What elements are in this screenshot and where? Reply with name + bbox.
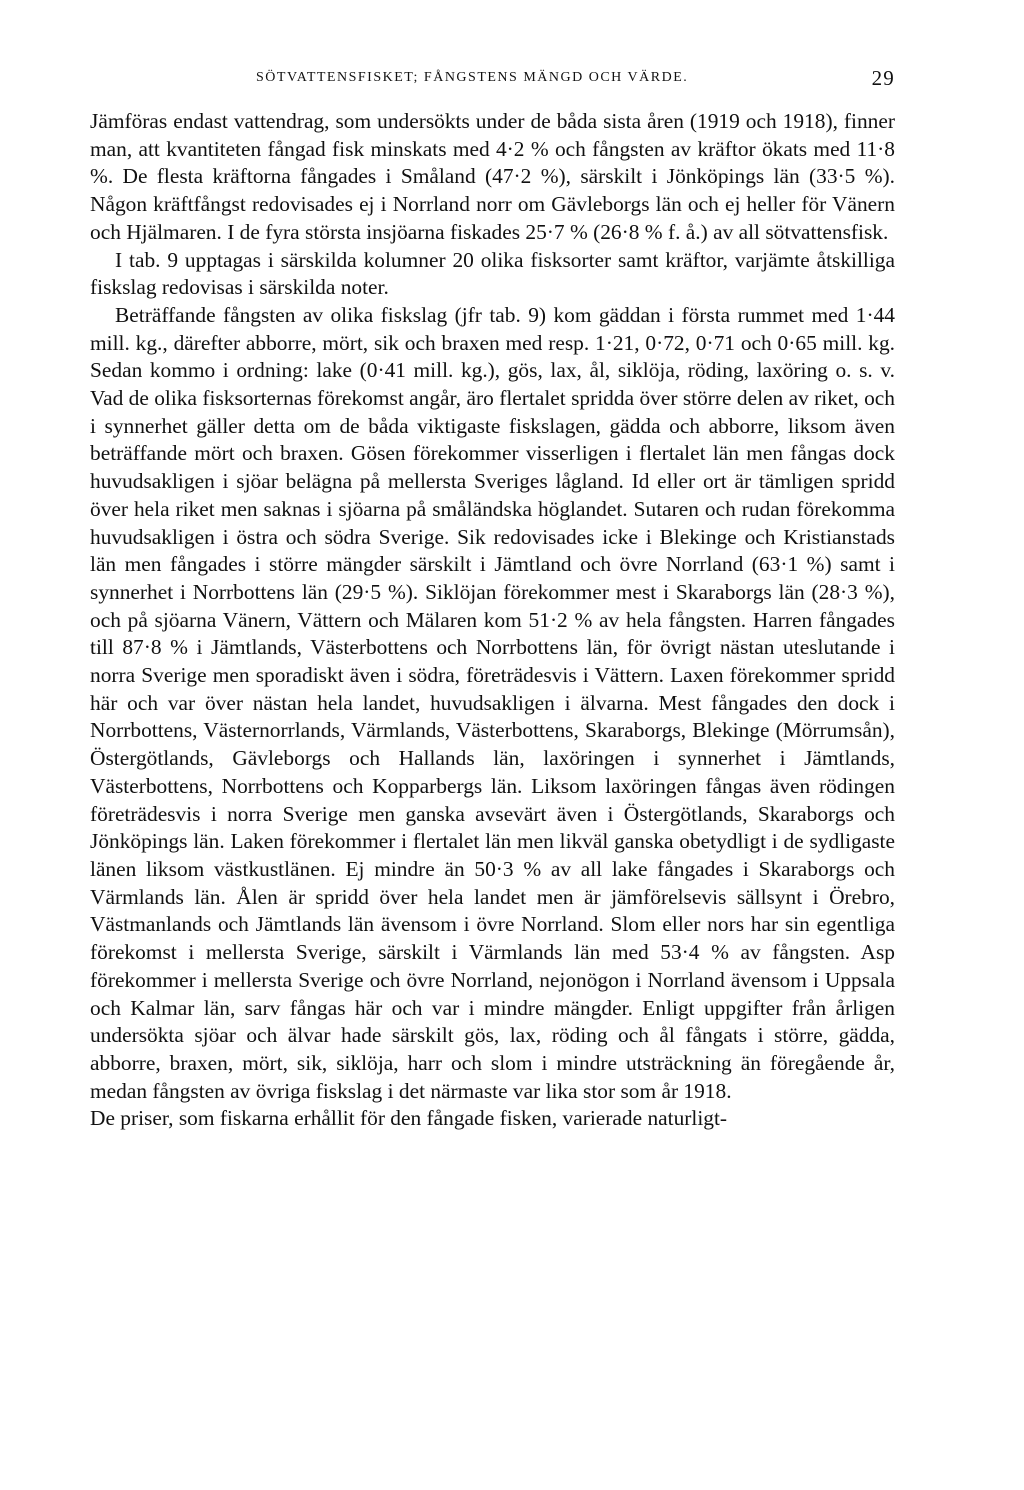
paragraph-fish-species: Beträffande fångsten av olika fiskslag (jfr tab. 9) kom gäddan i första rummet med 1·44 mill. kg., därefter abborre, mört, sik och braxen med resp. 1·21, 0·72, 0·71 och 0·65 mill. kg. Sedan kommo i ordning: lake (0·41 mill. kg.), gös, lax, ål, siklöja, röding, laxöring o. s. v. Vad de olika fisksorternas förekomst angår, äro flertalet spridda över större delen av riket, och i synnerhet gäller detta om de båda viktigaste fiskslagen, gädda och abborre, liksom även beträffande mört och braxen. Gösen förekommer visserligen i flertalet län men fångas dock huvudsakligen i sjöar belägna på mellersta Sveriges lågland. Id eller ort är tämligen spridd över hela riket men saknas i sjöarna på småländska höglandet. Sutaren och rudan förekomma huvudsakligen i östra och södra Sverige. Sik redovisades icke i Blekinge och Kristianstads län men fångades i större mängder särskilt i Jämtland och övre Norrland (63·1 %) samt i synnerhet i Norrbottens län (29·5 %). Siklöjan förekommer mest i Skaraborgs län (28·3 %), och på sjöarna Vänern, Vättern och Mälaren kom 51·2 % av hela fångsten. Harren fångades till 87·8 % i Jämtlands, Västerbottens och Norrbottens län, för övrigt nästan uteslutande i norra Sverige men sporadiskt även i södra, företrädesvis i Vättern. Laxen förekommer spridd här och var över nästan hela landet, huvudsakligen i älvarna. Mest fångades den dock i Norrbottens, Västernorrlands, Värmlands, Västerbottens, Skaraborgs, Blekinge (Mörrumsån), Östergötlands, Gävleborgs och Hallands län, laxöringen i synnerhet i Jämtlands, Västerbottens, Norrbottens och Kopparbergs län. Liksom laxöringen fångas även rödingen företrädesvis i norra Sverige men ganska avsevärt även i Östergötlands, Skaraborgs och Jönköpings län. Laken förekommer i flertalet län men likväl ganska obetydligt i de sydligaste länen liksom västkustlänen. Ej mindre än 50·3 % av all lake fångades i Skaraborgs och Värmlands län. Ålen är spridd över hela landet men är jämförelsevis sällsynt i Örebro, Västmanlands och Jämtlands län ävensom i övre Norrland. Slom eller nors har sin egentliga förekomst i mellersta Sverige, särskilt i Värmlands län med 53·4 % av fångsten. Asp förekommer i mellersta Sverige och övre Norrland, nejonögon i Norrland ävensom i Uppsala och Kalmar län, sarv fångas här och var i mindre mängder. Enligt uppgifter från årligen undersökta sjöar och älvar hade särskilt gös, lax, röding och ål fångats i större, gädda, abborre, braxen, mört, sik, siklöja, harr och slom i mindre utsträckning än föregående år, medan fångsten av övriga fiskslag i det närmaste var lika stor som år 1918. [90, 302, 895, 1103]
page-number: 29 [871, 66, 895, 90]
running-head [90, 62, 895, 94]
body-text [90, 108, 895, 1133]
paragraph-prices: De priser, som fiskarna erhållit för den fångade fisken, varierade naturligt- [90, 1106, 728, 1131]
paragraph-crayfish-catch: Jämföras endast vattendrag, som undersökts under de båda sista åren (1919 och 1918), finner man, att kvantiteten fångad fisk minskats med 4·2 % och fångsten av kräftor ökats med 11·8 %. De flesta kräftorna fångades i Småland (47·2 %), särskilt i Jönköpings län (33·5 %). Någon kräftfångst redovisades ej i Norrland norr om Gävleborgs län och ej heller för Vänern och Hjälmaren. I de fyra största insjöarna fiskades 25·7 % (26·8 % f. å.) av all sötvattensfisk. [90, 109, 895, 244]
running-title: SÖTVATTENSFISKET; FÅNGSTENS MÄNGD OCH VÄRDE. [256, 70, 689, 85]
paragraph-table-reference: I tab. 9 upptagas i särskilda kolumner 20 olika fisksorter samt kräftor, varjämte åtskilliga fiskslag redovisas i särskilda noter. [90, 247, 895, 300]
document-page [90, 62, 895, 1133]
